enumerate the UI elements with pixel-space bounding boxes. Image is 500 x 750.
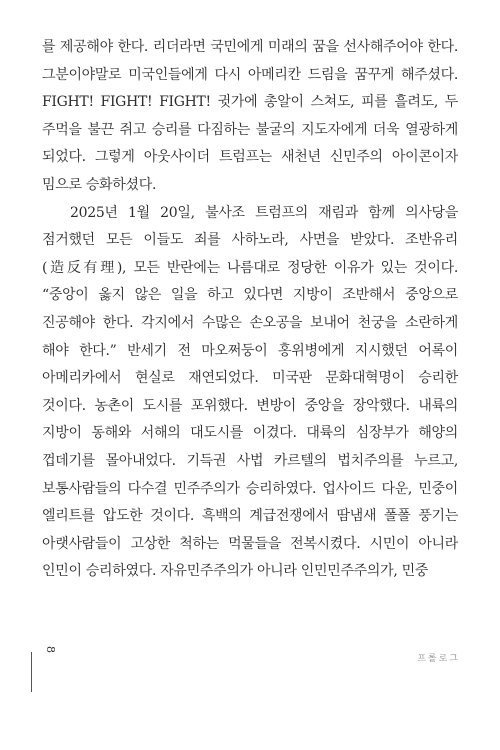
paragraph-1: 를 제공해야 한다. 리더라면 국민에게 미래의 꿈을 선사해주어야 한다. 그분이야말로 미국인들에게 다시 아메리칸 드림을 꿈꾸게 해주셨다. FIGHT! FIGHT! FIGHT! 귓가에 총알이 스쳐도, 피를 흘려도, 두 주먹을 불끈 쥐고 승리를 다짐하는 불굴의 지도자에게 더욱 열광하게 되었다. 그렇게 아웃사이더 트럼프는 새천년 신민주의 아이콘이자 밈으로 승화하셨다. (42, 39, 458, 193)
page-number: 8 (44, 646, 57, 655)
paragraph-2: 2025년 1월 20일, 불사조 트럼프의 재림과 함께 의사당을 점거했던 모든 이들도 죄를 사하노라, 사면을 받았다. 조반유리(造反有理), 모든 반란에는 나름대로 정당한 이유가 있는 것이다. “중앙이 옳지 않은 일을 하고 있다면 지방이 조반해서 중앙으로 진공해야 한다. 각지에서 수많은 손오공을 보내어 천궁을 소란하게 해야 한다.” 반세기 전 마오쩌둥이 홍위병에게 지시했던 어록이 아메리카에서 현실로 재연되었다. 미국판 문화대혁명이 승리한 것이다. 농촌이 도시를 포위했다. 변방이 중앙을 장악했다. 내륙의 지방이 동해와 서해의 대도시를 이겼다. 대륙의 심장부가 해양의 껍데기를 몰아내었다. 기득권 사법 카르텔의 법치주의를 누르고, 보통사람들의 다수결 민주주의가 승리하였다. 업사이드 다운, 민중이 엘리트를 압도한 것이다. 흑백의 계급전쟁에서 땀냄새 폴폴 풍기는 아랫사람들이 고상한 척하는 먹물들을 전복시켰다. 시민이 아니라 인민이 승리하였다. 자유민주주의가 아니라 인민민주주의가, 민중 (42, 204, 458, 580)
body-text (42, 34, 458, 586)
running-header: 프롤로그 (417, 654, 460, 664)
margin-rule (31, 652, 32, 692)
